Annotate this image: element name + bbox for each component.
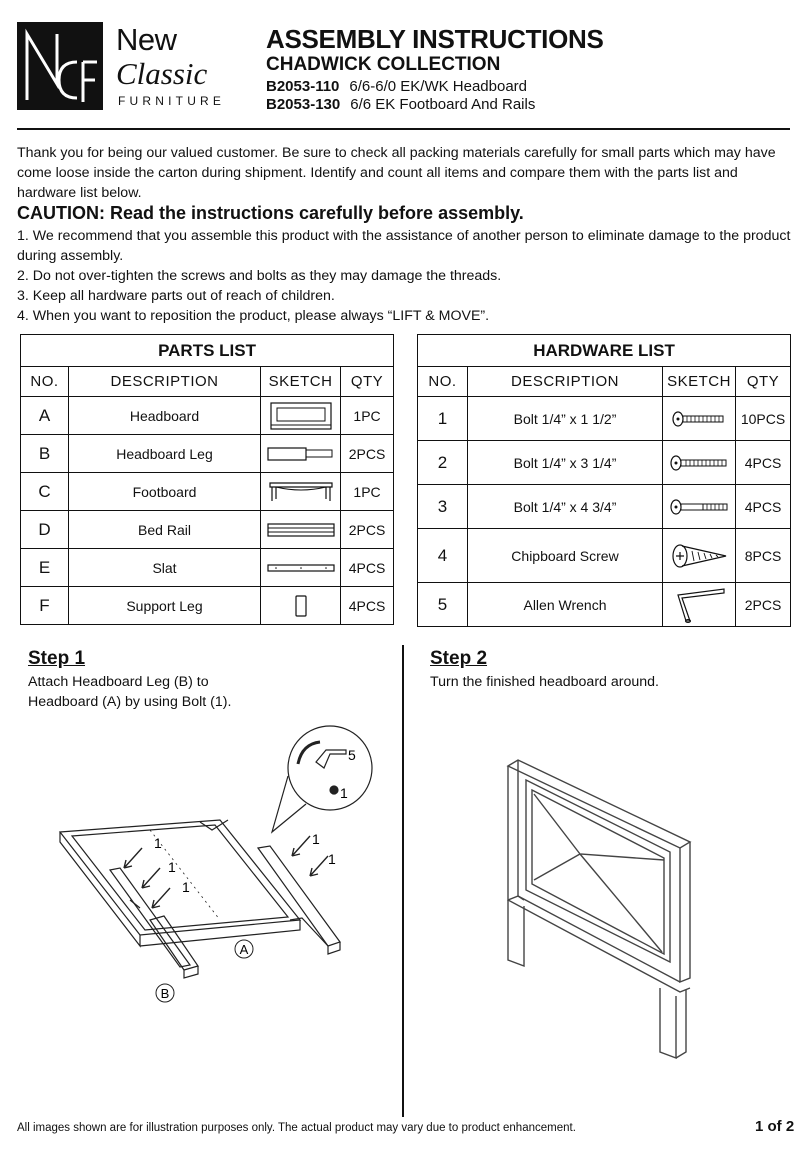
hardware-desc: Bolt 1/4” x 1 1/2” xyxy=(468,397,663,441)
caution-item: 1. We recommend that you assemble this product with the assistance of another person to eliminate damage to the product during assembly. xyxy=(17,228,791,264)
hardware-no: 3 xyxy=(418,485,468,529)
column-header: DESCRIPTION xyxy=(69,367,261,397)
bolt-callout: 1 xyxy=(312,831,320,847)
hardware-qty: 10PCS xyxy=(736,397,791,441)
parts-list-table xyxy=(20,334,394,625)
part-no: D xyxy=(21,511,69,549)
step-divider xyxy=(402,645,404,1117)
hardware-list-title: HARDWARE LIST xyxy=(418,335,791,367)
part-desc: Footboard xyxy=(69,473,261,511)
hardware-desc: Allen Wrench xyxy=(468,583,663,627)
step1-text xyxy=(28,672,231,712)
part-no: F xyxy=(21,587,69,625)
part-qty: 2PCS xyxy=(341,511,394,549)
headboard-sketch-icon xyxy=(269,401,333,431)
table-row xyxy=(21,473,394,511)
bolt-callout: 1 xyxy=(154,835,162,851)
hardware-list-table xyxy=(417,334,791,627)
column-header: SKETCH xyxy=(261,367,341,397)
brand-line-new: New xyxy=(116,22,177,57)
sku-line-1 xyxy=(266,78,527,95)
caution-item: 2. Do not over-tighten the screws and bolts as they may damage the threads. xyxy=(17,268,502,284)
table-row xyxy=(418,485,791,529)
table-row xyxy=(21,397,394,435)
headboard-a-drawing xyxy=(60,820,300,946)
step1-title: Step 1 xyxy=(28,648,86,669)
bolt-callout: 1 xyxy=(168,859,176,875)
allen-wrench-icon xyxy=(668,585,730,625)
footboard-sketch-icon xyxy=(266,479,336,505)
hardware-no: 1 xyxy=(418,397,468,441)
part-label-b: B xyxy=(160,986,170,1001)
caution-heading: CAUTION: Read the instructions carefully before assembly. xyxy=(17,203,524,223)
table-row xyxy=(21,435,394,473)
chipboard-screw-icon xyxy=(668,541,730,571)
sku-desc: 6/6 EK Footboard And Rails xyxy=(350,96,536,113)
hardware-qty: 2PCS xyxy=(736,583,791,627)
part-label-a: A xyxy=(239,942,249,957)
caution-item: 3. Keep all hardware parts out of reach of children. xyxy=(17,288,335,304)
column-header: QTY xyxy=(341,367,394,397)
part-desc: Support Leg xyxy=(69,587,261,625)
part-qty: 4PCS xyxy=(341,587,394,625)
step1-text-line: Headboard (A) by using Bolt (1). xyxy=(28,694,232,710)
part-qty: 2PCS xyxy=(341,435,394,473)
intro-paragraph: Thank you for being our valued customer. Be sure to check all packing materials carefully for small parts which may have come loose inside the carton during shipment. Identify and count all items and compare them with the parts list and hardware list below. xyxy=(17,145,776,201)
column-header: NO. xyxy=(21,367,69,397)
hardware-desc: Chipboard Screw xyxy=(468,529,663,583)
support-leg-sketch-icon xyxy=(291,593,311,619)
parts-list-title: PARTS LIST xyxy=(21,335,394,367)
disclaimer: All images shown are for illustration purposes only. The actual product may vary due to product enhancement. xyxy=(17,1122,576,1134)
column-header: QTY xyxy=(736,367,791,397)
step1-illustration xyxy=(50,720,390,1020)
part-qty: 1PC xyxy=(341,397,394,435)
column-header: NO. xyxy=(418,367,468,397)
part-no: B xyxy=(21,435,69,473)
part-qty: 1PC xyxy=(341,473,394,511)
sku-line-2 xyxy=(266,96,535,113)
step1-text-line: Attach Headboard Leg (B) to xyxy=(28,674,209,690)
part-desc: Slat xyxy=(69,549,261,587)
sku-code: B2053-110 xyxy=(266,78,340,95)
bolt-callout: 1 xyxy=(340,785,348,801)
part-no: C xyxy=(21,473,69,511)
table-row xyxy=(418,529,791,583)
table-row xyxy=(21,549,394,587)
hardware-no: 2 xyxy=(418,441,468,485)
slat-sketch-icon xyxy=(266,562,336,574)
bolt-callout: 1 xyxy=(182,879,190,895)
collection-name: CHADWICK COLLECTION xyxy=(266,54,501,75)
bed-rail-sketch-icon xyxy=(266,521,336,539)
ncf-monogram-icon xyxy=(17,22,103,110)
hardware-qty: 8PCS xyxy=(736,529,791,583)
table-row xyxy=(21,587,394,625)
brand-line-classic: Classic xyxy=(116,56,208,91)
bolt-long-icon xyxy=(668,498,730,516)
page-title: ASSEMBLY INSTRUCTIONS xyxy=(266,24,604,54)
sku-code: B2053-130 xyxy=(266,96,341,113)
step2-illustration xyxy=(490,750,700,1070)
bolt-medium-icon xyxy=(668,454,730,472)
hardware-desc: Bolt 1/4” x 3 1/4” xyxy=(468,441,663,485)
table-row xyxy=(21,511,394,549)
header-divider xyxy=(17,128,790,130)
zoom-detail-bubble xyxy=(272,726,372,832)
table-row xyxy=(418,583,791,627)
bolt-callout: 1 xyxy=(328,851,336,867)
column-header: SKETCH xyxy=(663,367,736,397)
caution-list xyxy=(17,226,792,326)
wrench-callout: 5 xyxy=(348,747,356,763)
finished-headboard-drawing xyxy=(508,760,690,1058)
brand-logo xyxy=(17,22,103,110)
hardware-desc: Bolt 1/4” x 4 3/4” xyxy=(468,485,663,529)
step2-title: Step 2 xyxy=(430,648,488,669)
headboard-leg-sketch-icon xyxy=(266,446,336,462)
hardware-no: 4 xyxy=(418,529,468,583)
part-desc: Bed Rail xyxy=(69,511,261,549)
table-row xyxy=(418,397,791,441)
table-row xyxy=(418,441,791,485)
part-no: A xyxy=(21,397,69,435)
caution-item: 4. When you want to reposition the product, please always “LIFT & MOVE”. xyxy=(17,308,490,324)
part-desc: Headboard xyxy=(69,397,261,435)
hardware-no: 5 xyxy=(418,583,468,627)
part-desc: Headboard Leg xyxy=(69,435,261,473)
part-qty: 4PCS xyxy=(341,549,394,587)
page-number: 1 of 2 xyxy=(755,1118,795,1135)
bolt-short-icon xyxy=(668,410,730,428)
part-no: E xyxy=(21,549,69,587)
sku-desc: 6/6-6/0 EK/WK Headboard xyxy=(349,78,528,95)
hardware-qty: 4PCS xyxy=(736,485,791,529)
column-header: DESCRIPTION xyxy=(468,367,663,397)
brand-line-furniture: FURNITURE xyxy=(118,94,226,108)
hardware-qty: 4PCS xyxy=(736,441,791,485)
step2-text: Turn the finished headboard around. xyxy=(430,674,660,690)
